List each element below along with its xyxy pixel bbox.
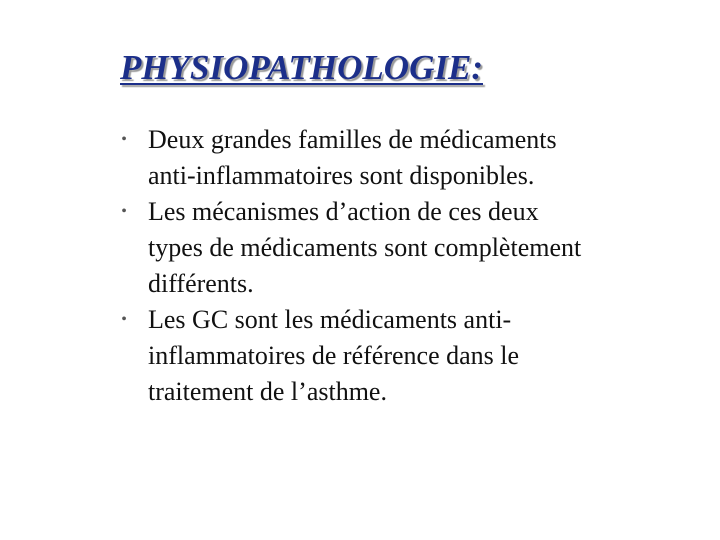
bullet-line: différents.: [148, 269, 254, 298]
bullet-icon: •: [121, 311, 127, 328]
bullet-item-1: [116, 122, 696, 194]
bullet-line: types de médicaments sont complètement: [148, 233, 582, 262]
bullet-list: [116, 122, 696, 410]
bullet-item-3: [116, 302, 696, 410]
bullet-line: inflammatoires de référence dans le: [148, 341, 520, 370]
bullet-line: traitement de l’asthme.: [148, 377, 387, 406]
bullet-line: Deux grandes familles de médicaments: [148, 125, 557, 154]
bullet-line: Les GC sont les médicaments anti-: [148, 305, 512, 334]
bullet-item-2: [116, 194, 696, 302]
bullet-icon: •: [121, 131, 127, 148]
bullet-icon: •: [121, 203, 127, 220]
bullet-line: Les mécanismes d’action de ces deux: [148, 197, 539, 226]
slide-title: PHYSIOPATHOLOGIE:: [120, 48, 483, 87]
bullet-line: anti-inflammatoires sont disponibles.: [148, 161, 535, 190]
